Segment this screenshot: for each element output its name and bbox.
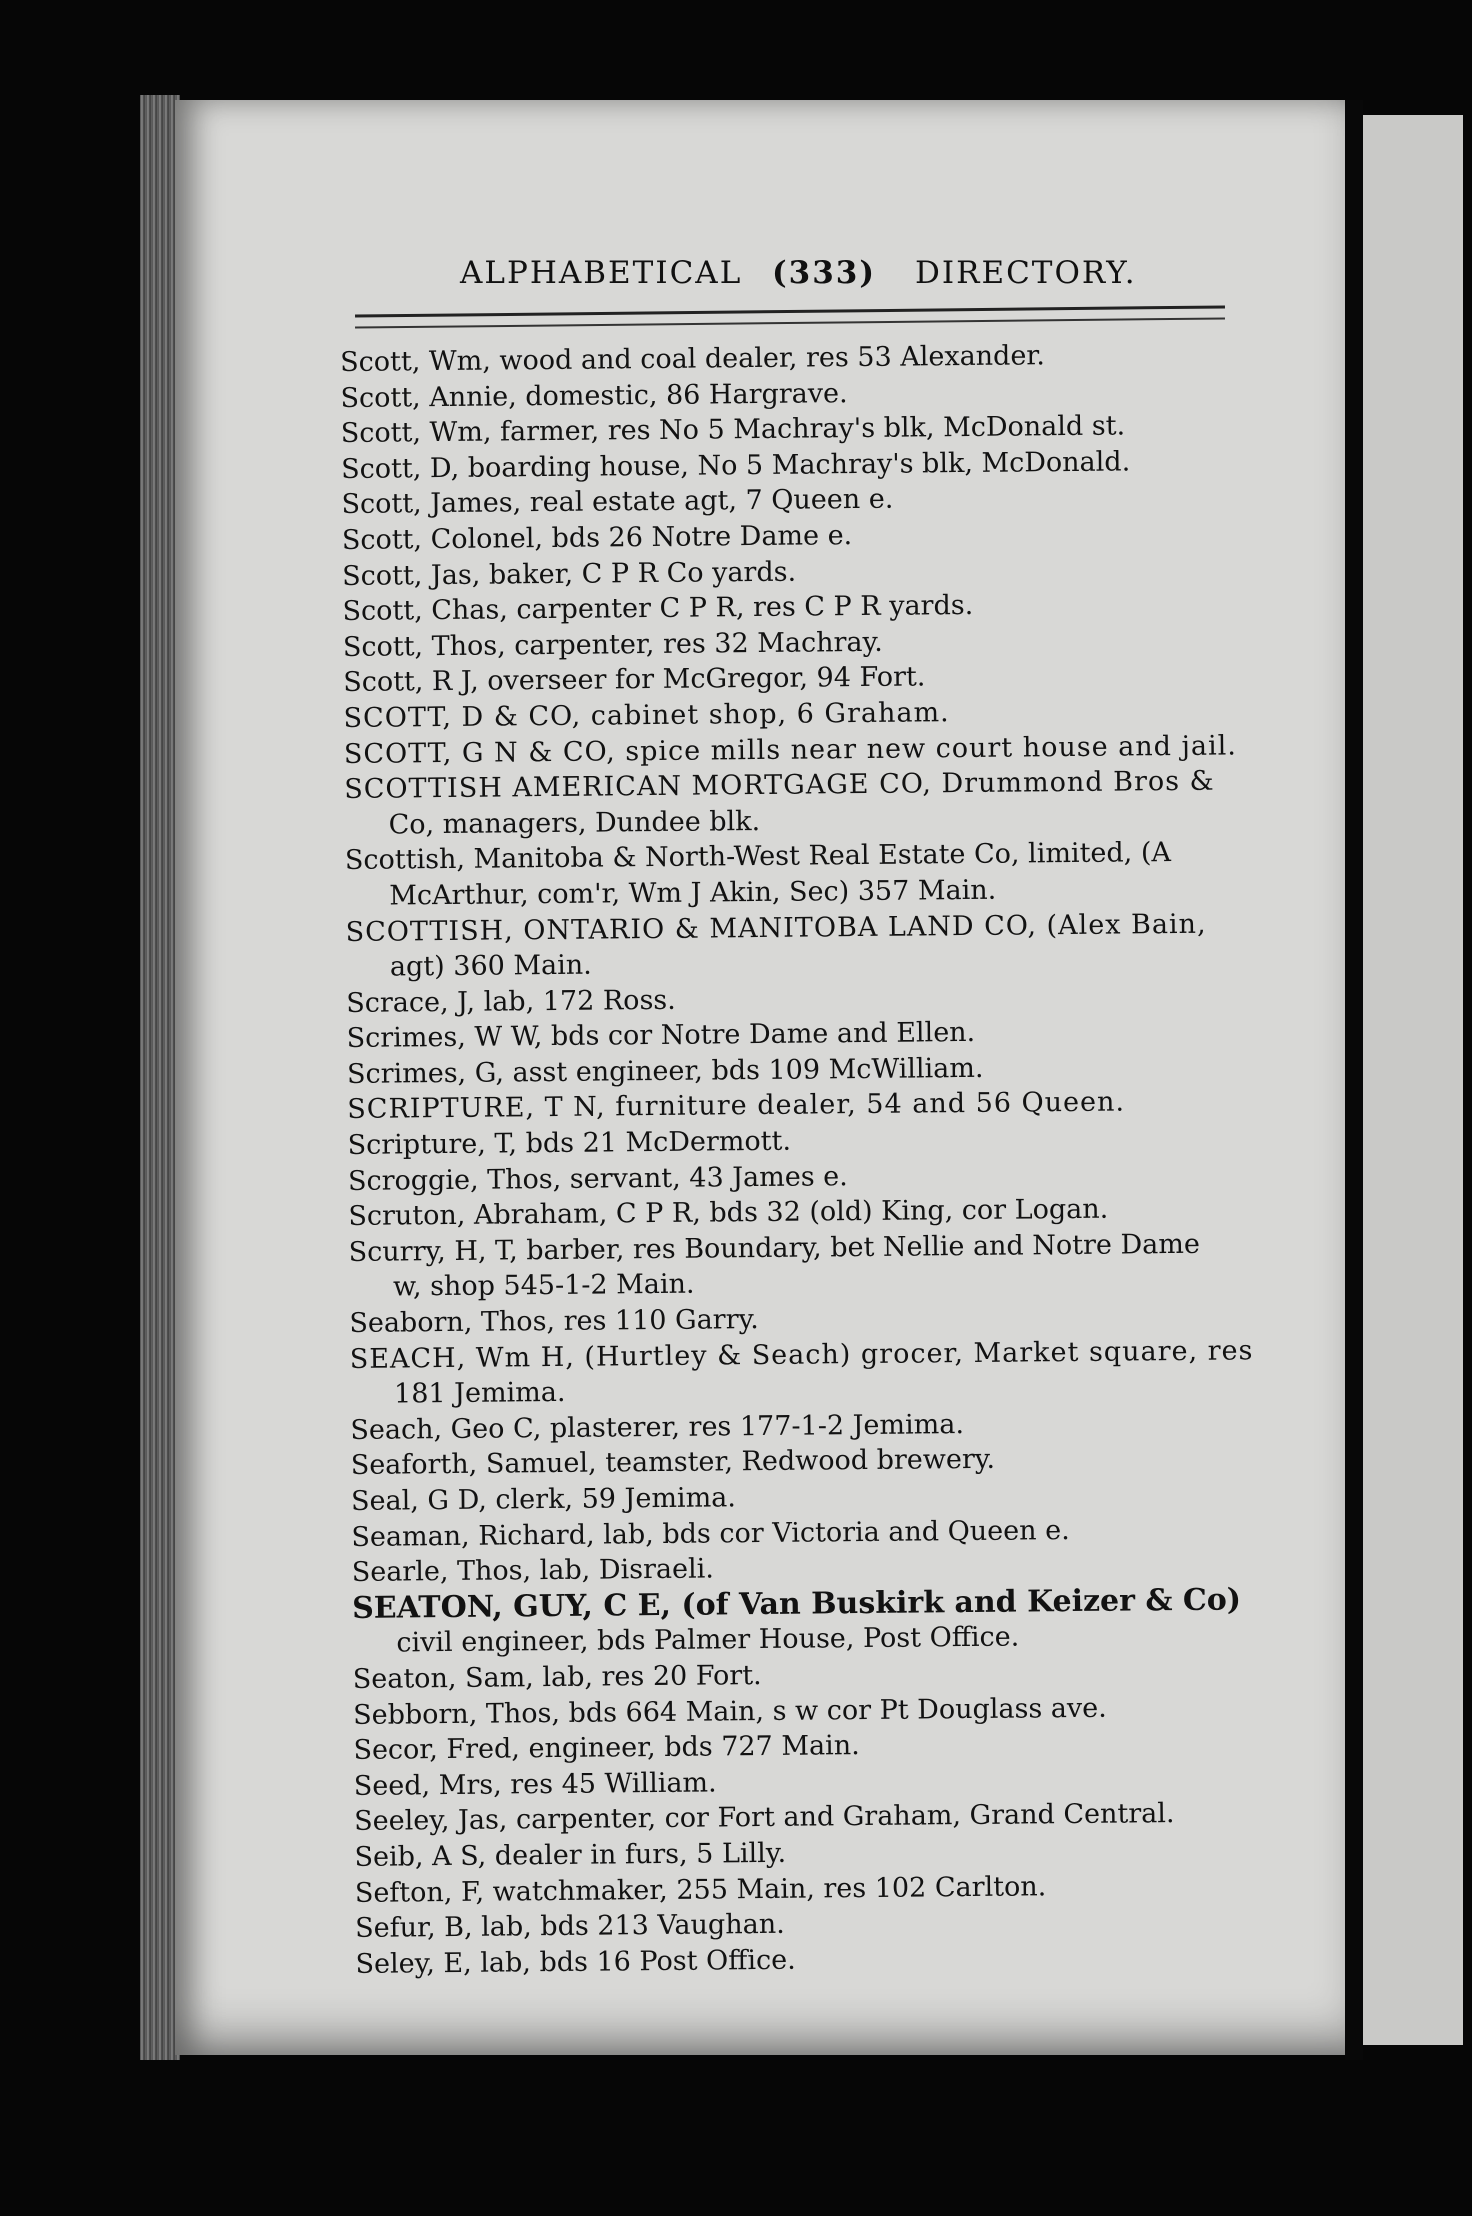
directory-entries	[340, 336, 1276, 1982]
directory-entry: Scott, Thos, carpenter, res 32 Machray.	[342, 626, 883, 663]
directory-entry: Seib, A S, dealer in furs, 5 Lilly.	[354, 1837, 787, 1873]
directory-entry: Scott, R J, overseer for McGregor, 94 Fort.	[343, 661, 926, 699]
directory-entry: Sebborn, Thos, bds 664 Main, s w cor Pt Douglass ave.	[353, 1692, 1107, 1731]
directory-entry: Scott, Jas, baker, C P R Co yards.	[342, 556, 797, 592]
directory-entry: Scurry, H, T, barber, res Boundary, bet Nellie and Notre Dame	[348, 1228, 1201, 1268]
directory-entry: Seed, Mrs, res 45 William.	[353, 1767, 717, 1802]
directory-entry: Sefur, B, lab, bds 213 Vaughan.	[355, 1908, 785, 1945]
directory-entry: SEATON, GUY, C E, (of Van Buskirk and Keizer & Co)	[351, 1582, 1242, 1626]
directory-entry: Sefton, F, watchmaker, 255 Main, res 102 Carlton.	[354, 1870, 1047, 1909]
directory-entry: Scott, Wm, farmer, res No 5 Machray's blk, McDonald st.	[340, 410, 1126, 450]
running-header	[460, 255, 1280, 305]
header-title-left: ALPHABETICAL	[460, 255, 743, 291]
directory-entry: Scott, D, boarding house, No 5 Machray's blk, McDonald.	[341, 446, 1131, 485]
directory-entry: Scott, Chas, carpenter C P R, res C P R yards.	[342, 590, 974, 628]
directory-entry-continuation: Co, managers, Dundee blk.	[388, 805, 761, 841]
directory-entry: Seeley, Jas, carpenter, cor Fort and Graham, Grand Central.	[354, 1798, 1175, 1838]
facing-page-strip	[1363, 115, 1463, 2045]
directory-entry: Seaborn, Thos, res 110 Garry.	[349, 1304, 759, 1339]
directory-entry: Scott, Wm, wood and coal dealer, res 53 Alexander.	[340, 340, 1046, 378]
directory-entry: Scripture, T, bds 21 McDermott.	[347, 1125, 792, 1162]
directory-entry-continuation: w, shop 545-1-2 Main.	[392, 1269, 695, 1303]
directory-entry: SCOTT, D & CO, cabinet shop, 6 Graham.	[343, 697, 950, 734]
directory-entry: Seaforth, Samuel, teamster, Redwood brewery.	[350, 1444, 996, 1482]
directory-entry: SCOTT, G N & CO, spice mills near new court house and jail.	[343, 729, 1238, 770]
directory-entry: SEACH, Wm H, (Hurtley & Seach) grocer, Market square, res	[349, 1334, 1254, 1375]
directory-entry: Seaton, Sam, lab, res 20 Fort.	[352, 1659, 762, 1695]
header-title-right: DIRECTORY.	[915, 255, 1137, 291]
directory-entry: Scott, James, real estate agt, 7 Queen e.	[341, 484, 894, 521]
directory-entry: Seach, Geo C, plasterer, res 177-1-2 Jemima.	[350, 1408, 965, 1446]
directory-entry: Seaman, Richard, lab, bds cor Victoria and Queen e.	[351, 1514, 1070, 1553]
directory-entry: Scroggie, Thos, servant, 43 James e.	[347, 1160, 848, 1197]
directory-entry: Scruton, Abraham, C P R, bds 32 (old) King, cor Logan.	[348, 1193, 1109, 1233]
directory-entry-continuation: McArthur, com'r, Wm J Akin, Sec) 357 Main.	[389, 874, 997, 912]
directory-entry: SCOTTISH, ONTARIO & MANITOBA LAND CO, (Alex Bain,	[345, 908, 1207, 948]
directory-entry: Searle, Thos, lab, Disraeli.	[351, 1553, 715, 1589]
directory-entry-continuation: civil engineer, bds Palmer House, Post Office.	[396, 1621, 1020, 1659]
directory-entry-continuation: agt) 360 Main.	[389, 949, 592, 983]
directory-entry: Secor, Fred, engineer, bds 727 Main.	[353, 1730, 860, 1767]
directory-entry: Scrace, J, lab, 172 Ross.	[346, 984, 676, 1019]
page-number: (333)	[772, 255, 877, 291]
directory-entry: SCRIPTURE, T N, furniture dealer, 54 and 56 Queen.	[347, 1086, 1126, 1126]
directory-entry: Scottish, Manitoba & North-West Real Estate Co, limited, (A	[344, 837, 1172, 877]
directory-entry: Scrimes, W W, bds cor Notre Dame and Ellen.	[346, 1017, 976, 1055]
directory-entry-continuation: 181 Jemima.	[393, 1377, 566, 1410]
book-page-edges	[140, 95, 180, 2060]
directory-entry: Scott, Colonel, bds 26 Notre Dame e.	[341, 520, 853, 556]
directory-entry: SCOTTISH AMERICAN MORTGAGE CO, Drummond Bros &	[344, 765, 1215, 806]
directory-entry: Seley, E, lab, bds 16 Post Office.	[355, 1944, 796, 1980]
directory-entry: Seal, G D, clerk, 59 Jemima.	[350, 1482, 737, 1517]
directory-entry: Scott, Annie, domestic, 86 Hargrave.	[340, 377, 848, 414]
book-gutter	[1345, 100, 1363, 2060]
directory-entry: Scrimes, G, asst engineer, bds 109 McWilliam.	[346, 1052, 984, 1090]
